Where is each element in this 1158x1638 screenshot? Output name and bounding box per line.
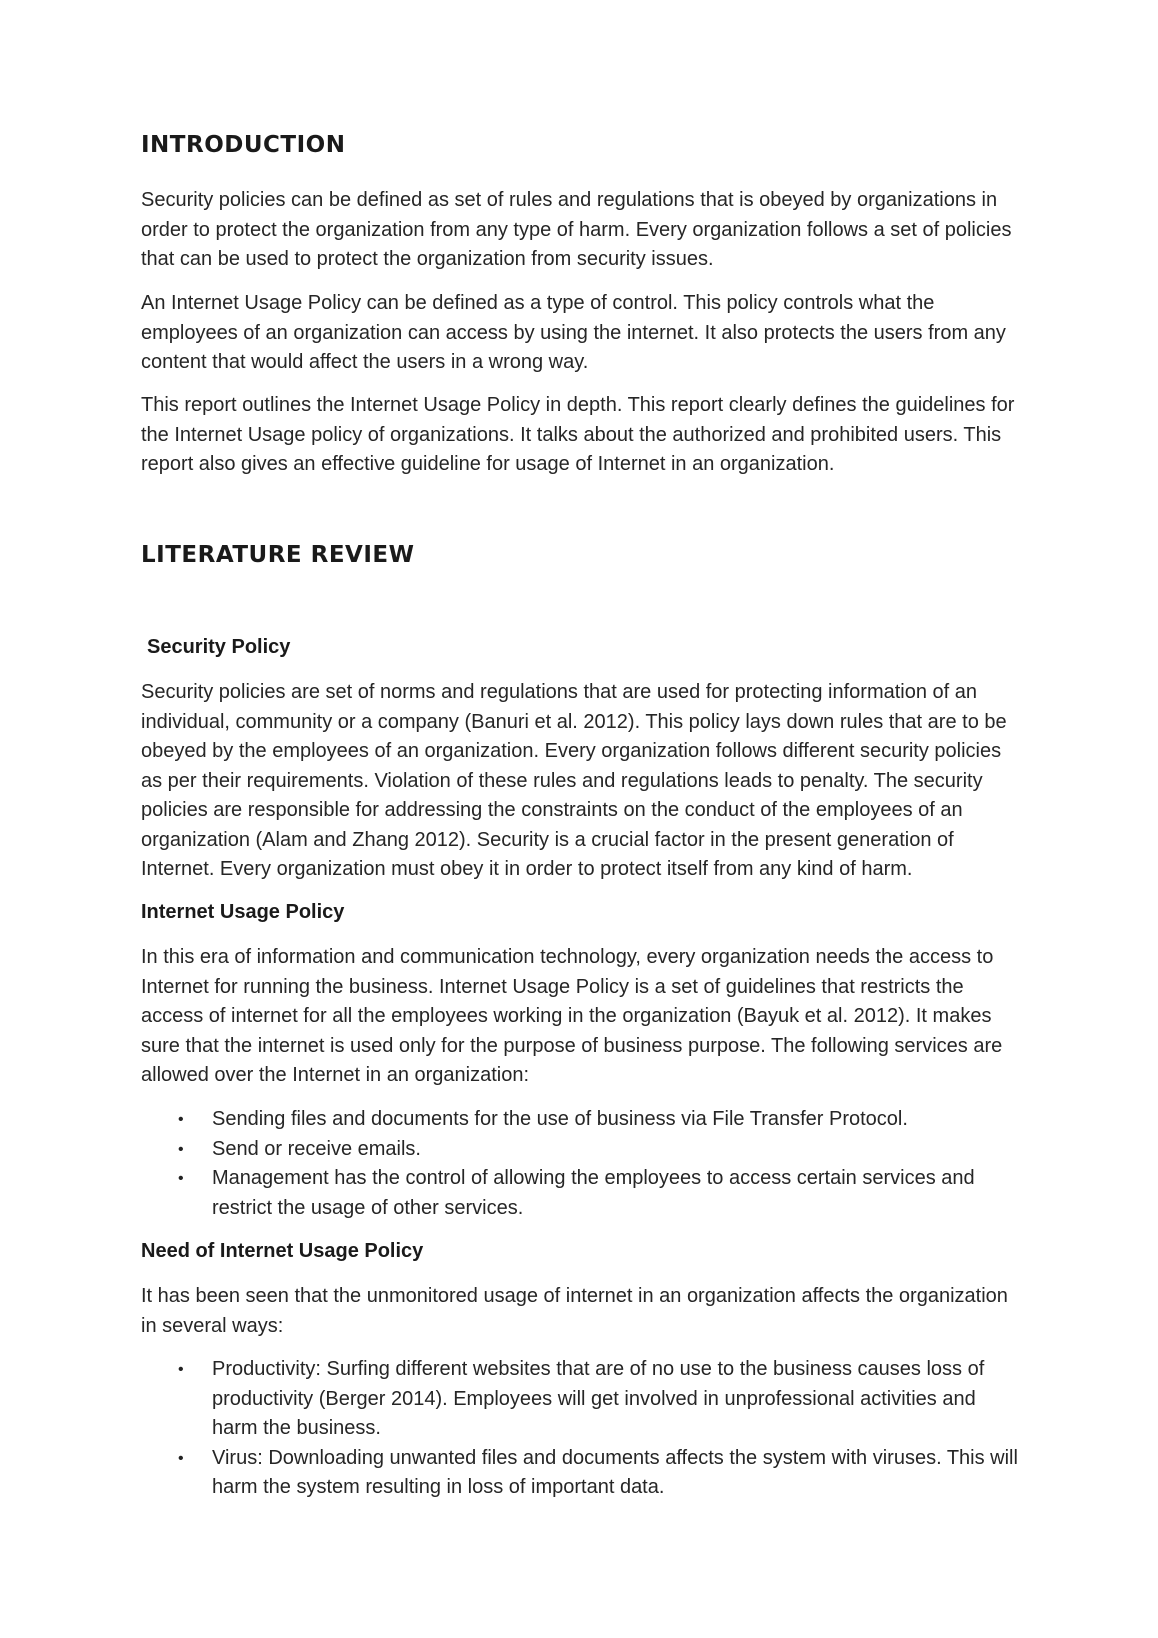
literature-review-heading: LITERATURE REVIEW: [141, 542, 415, 568]
bullet-icon: •: [178, 1111, 184, 1128]
internet-usage-policy-paragraph: In this era of information and communication technology, every organization needs the access to Internet for running the business. Internet Usage Policy is a set of guidelines that restricts the access of internet for all the employees working in the organization (Bayuk et al. 2012). It makes sure that the internet is used only for the purpose of business purpose. The following services are allowed over the Internet in an organization:: [141, 946, 1003, 1086]
list-item-text: Productivity: Surfing different websites that are of no use to the business causes loss of productivity (Berger 2014). Employees will get involved in unprofessional activities and harm the business.: [212, 1358, 985, 1439]
list-item: [141, 1105, 1026, 1135]
list-item: [141, 1355, 1026, 1444]
allowed-services-list: [141, 1105, 1026, 1223]
bullet-icon: •: [178, 1170, 184, 1187]
list-item-text: Send or receive emails.: [212, 1137, 421, 1160]
bullet-icon: •: [178, 1140, 184, 1158]
introduction-heading: INTRODUCTION: [141, 132, 346, 158]
need-of-policy-heading: Need of Internet Usage Policy: [141, 1240, 424, 1262]
security-policy-paragraph: Security policies are set of norms and regulations that are used for protecting information of an individual, community or a company (Banuri et al. 2012). This policy lays down rules that are to be obeyed by the employees of an organization. Every organization follows different security policies as per their requirements. Violation of these rules and regulations leads to penalty. The security policies are responsible for addressing the constraints on the conduct of the employees of an organization (Alam and Zhang 2012). Security is a crucial factor in the present generation of Internet. Every organization must obey it in order to protect itself from any kind of harm.: [141, 681, 1007, 880]
list-item: [141, 1164, 1026, 1223]
list-item: [141, 1135, 1026, 1165]
list-item: [141, 1444, 1026, 1503]
bullet-icon: •: [178, 1449, 184, 1467]
list-item-text: Virus: Downloading unwanted files and documents affects the system with viruses. This will harm the system resulting in loss of important data.: [212, 1446, 1018, 1498]
security-policy-heading: Security Policy: [147, 636, 291, 658]
need-of-policy-paragraph: It has been seen that the unmonitored usage of internet in an organization affects the organization in several ways:: [141, 1285, 1008, 1337]
bullet-icon: •: [178, 1361, 184, 1378]
intro-paragraph-1: Security policies can be defined as set of rules and regulations that is obeyed by organizations in order to protect the organization from any type of harm. Every organization follows a set of policies that can be used to protect the organization from security issues.: [141, 189, 1012, 270]
list-item-text: Management has the control of allowing the employees to access certain services and restrict the usage of other services.: [212, 1167, 975, 1219]
internet-usage-policy-heading: Internet Usage Policy: [141, 901, 345, 923]
effects-list: [141, 1355, 1026, 1503]
intro-paragraph-2: An Internet Usage Policy can be defined as a type of control. This policy controls what the employees of an organization can access by using the internet. It also protects the users from any content that would affect the users in a wrong way.: [141, 292, 1006, 373]
list-item-text: Sending files and documents for the use of business via File Transfer Protocol.: [212, 1108, 908, 1130]
intro-paragraph-3: This report outlines the Internet Usage Policy in depth. This report clearly defines the guidelines for the Internet Usage policy of organizations. It talks about the authorized and prohibited users. This report also gives an effective guideline for usage of Internet in an organization.: [141, 394, 1015, 475]
